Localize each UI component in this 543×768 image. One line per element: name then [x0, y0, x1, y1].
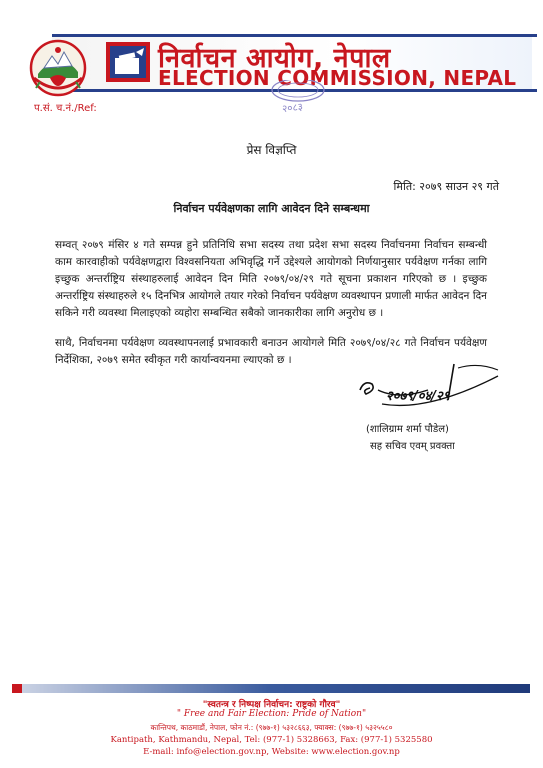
document-subject: निर्वाचन पर्यवेक्षणका लागि आवेदन दिने सम्बन्धमा [173, 202, 370, 215]
reference-label: प.सं. च.नं./Ref: [34, 103, 97, 114]
press-release-heading: प्रेस विज्ञप्ति [246, 143, 297, 157]
signatory-title: सह सचिव एवम् प्रवक्ता [370, 441, 455, 452]
document-date: मिति: २०७९ साउन २९ गते [393, 180, 499, 193]
footer-band [12, 684, 530, 693]
signature-date: २०७९/०४/२९ [386, 389, 450, 404]
footer-contact: E-mail: info@election.gov.np, Website: www.election.gov.np [143, 747, 400, 757]
handwritten-signature [358, 360, 506, 418]
body-paragraph: साथै, निर्वाचनमा पर्यवेक्षण व्यवस्थापनलाई प्रभावकारी बनाउन आयोगले मिति २०७९/०४/२८ गते निर्वाचन पर्यवेक्षण निर्देशिका, २०७९ समेत स्वीकृत गरी कार्यान्वयनमा ल्याएको छ । [55, 337, 487, 366]
commission-title-nepali: निर्वाचन आयोग, नेपाल [158, 43, 391, 74]
election-commission-logo-icon [106, 42, 150, 82]
header-rule-top [52, 34, 537, 37]
nepal-emblem-icon [28, 38, 88, 98]
commission-title-english: ELECTION COMMISSION, NEPAL [158, 66, 517, 90]
footer-address-nepali: कान्तिपथ, काठमाडौं, नेपाल, फोन नं.: (९७७-१) ५३२८६६३, फ्याक्स: (९७७-१) ५३२५५८० [150, 723, 393, 732]
footer-band-accent [12, 684, 22, 693]
body-paragraph: सम्वत् २०७९ मंसिर ४ गते सम्पन्न हुने प्रतिनिधि सभा सदस्य तथा प्रदेश सभा सदस्य निर्वाचनमा निर्वाचन सम्बन्धी काम कारवाहीको पर्यवेक्षणद्वारा विश्वसनियता अभिवृद्धि गर्ने उद्देश्यले आयोगको निर्णयानुसार पर्यवेक्षण गर्नका लागि इच्छुक अन्तर्राष्ट्रिय संस्थाहरुलाई आवेदन दिन मिति २०७९/०४/२९ गते सूचना प्रकाशन गरिएको छ । इच्छुक अन्तर्राष्ट्रिय संस्थाहरुले १५ दिनभित्र आयोगले तयार गरेको निर्वाचन पर्यवेक्षण व्यवस्थापन प्रणाली मार्फत आवेदन दिन सकिने गरी व्यवस्था मिलाइएको व्यहोरा सम्बन्धित सबैको जानकारीका लागि अनुरोध छ । [55, 239, 487, 319]
footer-motto-nepali: "स्वतन्त्र र निष्पक्ष निर्वाचन: राष्ट्रको गौरव" [202, 700, 341, 710]
footer-address-english: Kantipath, Kathmandu, Nepal, Tel: (977-1) 5328663, Fax: (977-1) 5325580 [110, 735, 433, 745]
signatory-name: (शालिग्राम शर्मा पौडेल) [366, 424, 449, 435]
stamp-year: २०८३ [281, 101, 304, 116]
footer-motto-english: " Free and Fair Election: Pride of Nation" [176, 709, 367, 719]
